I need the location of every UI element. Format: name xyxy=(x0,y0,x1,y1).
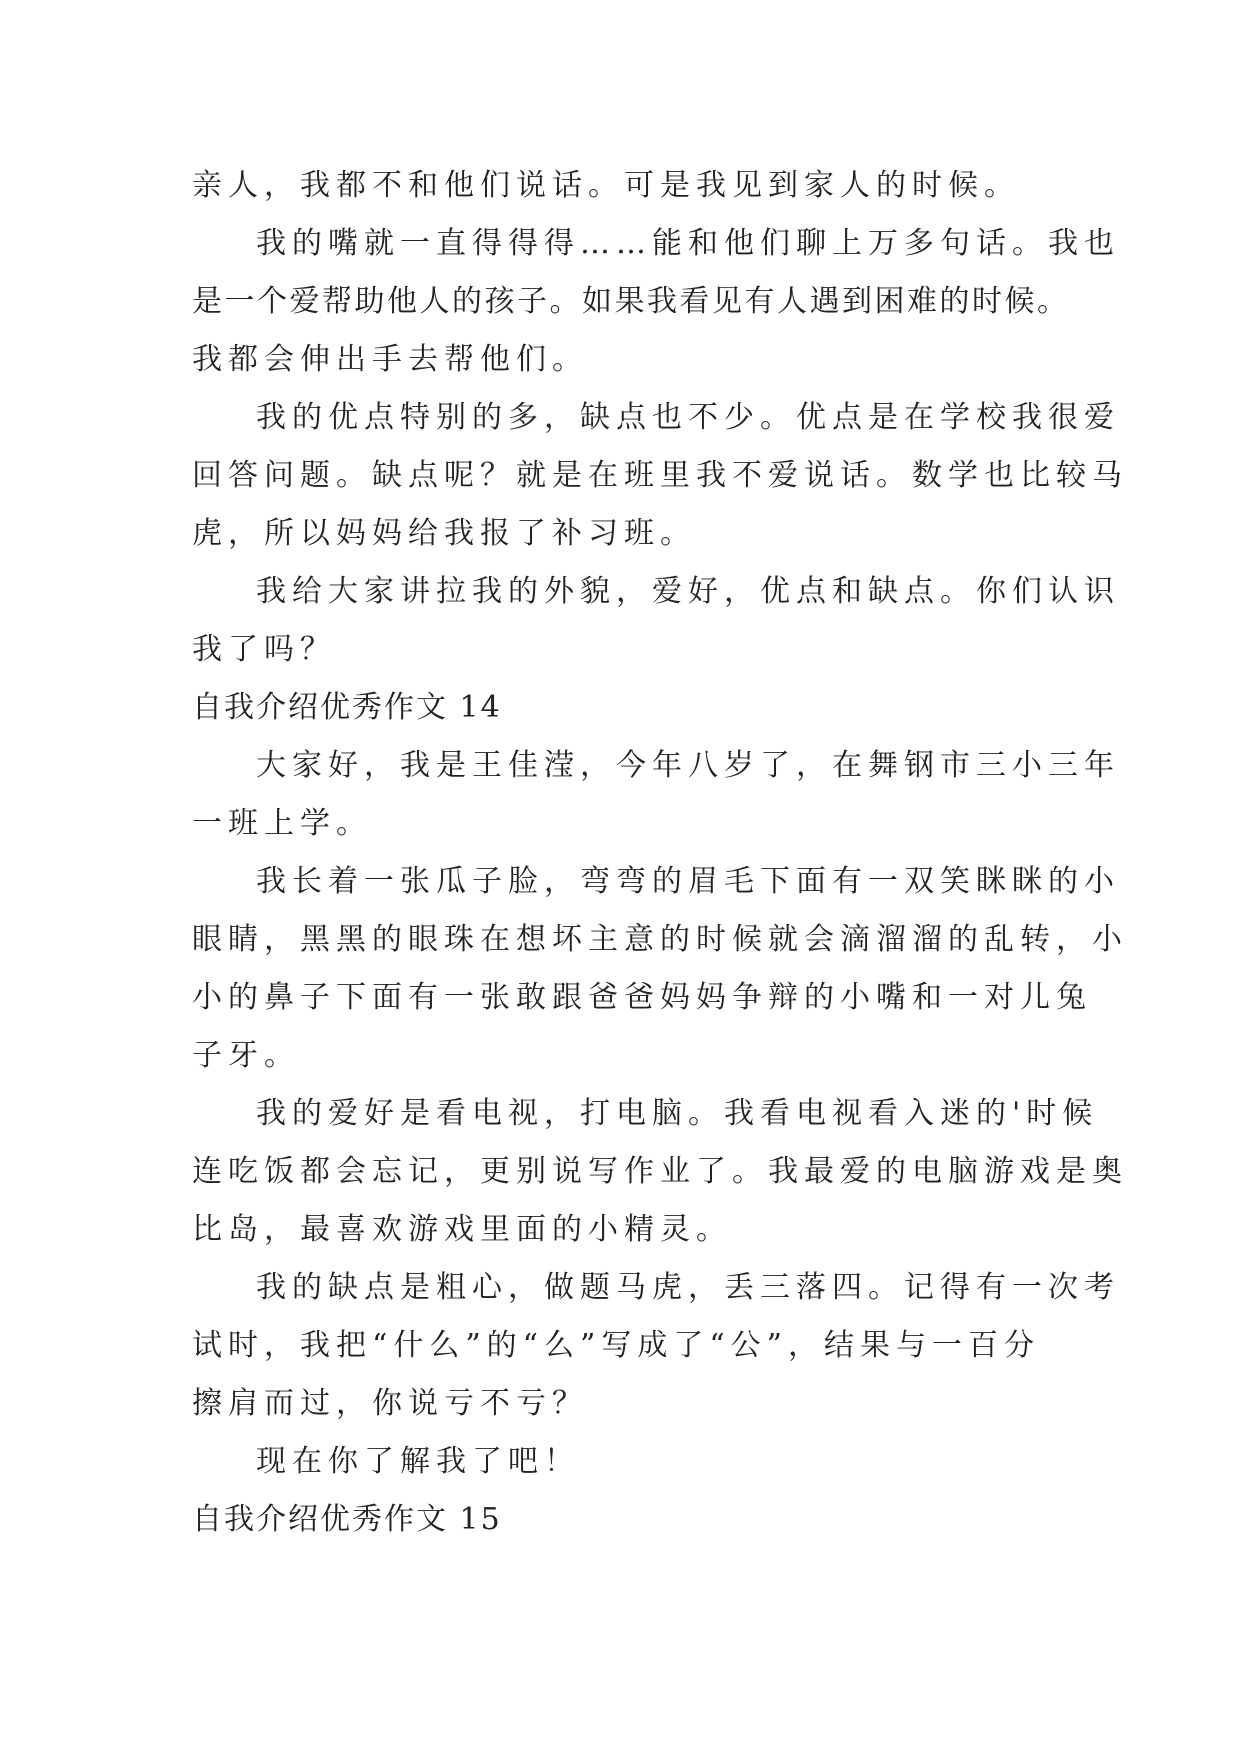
text-line: 我的缺点是粗心，做题马虎，丢三落四。记得有一次考 xyxy=(256,1270,1120,1305)
text-line: 试时，我把“什么”的“么”写成了“公”，结果与一百分 xyxy=(192,1328,1041,1363)
text-line: 我长着一张瓜子脸，弯弯的眉毛下面有一双笑眯眯的小 xyxy=(256,864,1120,899)
text-line: 我的嘴就一直得得得……能和他们聊上万多句话。我也 xyxy=(256,226,1120,261)
text-line: 我的爱好是看电视，打电脑。我看电视看入迷的'时候 xyxy=(256,1096,1099,1131)
text-line: 比岛，最喜欢游戏里面的小精灵。 xyxy=(192,1212,732,1247)
text-line: 我了吗？ xyxy=(192,632,336,667)
text-line: 是一个爱帮助他人的孩子。如果我看见有人遇到困难的时候。 xyxy=(192,284,1070,319)
text-line: 虎，所以妈妈给我报了补习班。 xyxy=(192,516,696,551)
text-line: 子牙。 xyxy=(192,1038,300,1073)
text-line: 我的优点特别的多，缺点也不少。优点是在学校我很爱 xyxy=(256,400,1120,435)
section-heading: 自我介绍优秀作文 15 xyxy=(192,1502,502,1537)
text-line: 一班上学。 xyxy=(192,806,372,841)
text-line: 小的鼻子下面有一张敢跟爸爸妈妈争辩的小嘴和一对儿兔 xyxy=(192,980,1092,1015)
text-line: 回答问题。缺点呢？就是在班里我不爱说话。数学也比较马 xyxy=(192,458,1128,493)
text-line: 亲人，我都不和他们说话。可是我见到家人的时候。 xyxy=(192,168,1020,203)
text-line: 眼睛，黑黑的眼珠在想坏主意的时候就会滴溜溜的乱转，小 xyxy=(192,922,1128,957)
text-line: 大家好，我是王佳滢，今年八岁了，在舞钢市三小三年 xyxy=(256,748,1120,783)
text-line: 我给大家讲拉我的外貌，爱好，优点和缺点。你们认识 xyxy=(256,574,1120,609)
section-heading: 自我介绍优秀作文 14 xyxy=(192,690,502,725)
text-line: 现在你了解我了吧！ xyxy=(256,1444,580,1479)
text-line: 我都会伸出手去帮他们。 xyxy=(192,342,588,377)
text-line: 擦肩而过，你说亏不亏？ xyxy=(192,1386,588,1421)
text-line: 连吃饭都会忘记，更别说写作业了。我最爱的电脑游戏是奥 xyxy=(192,1154,1128,1189)
